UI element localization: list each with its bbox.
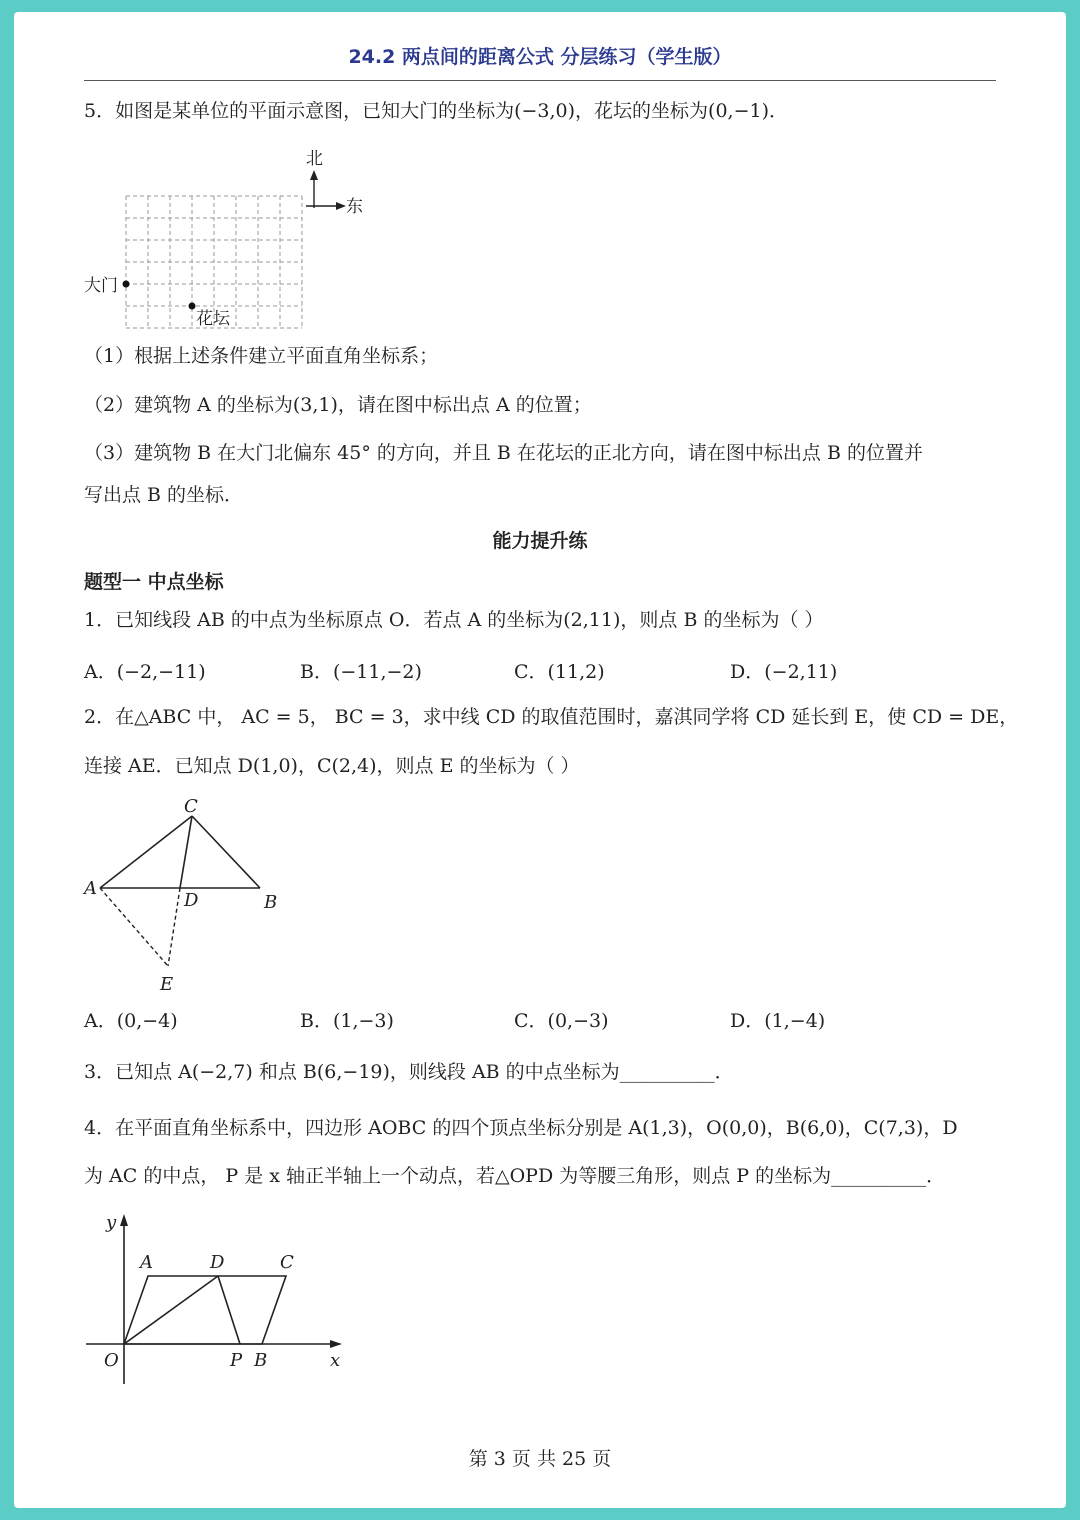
q4-label-p: P	[230, 1350, 243, 1371]
compass-north-label: 北	[306, 149, 323, 169]
q2-stem-line2: 连接 AE．已知点 D(1,0)，C(2,4)，则点 E 的坐标为（ ）	[84, 755, 580, 777]
q4-label-d: D	[210, 1252, 225, 1273]
q2-triangle-figure	[80, 794, 290, 1004]
compass-icon	[306, 170, 346, 210]
q2-label-a: A	[84, 878, 97, 899]
q1-option-b: B．(−11,−2)	[300, 661, 422, 683]
q5-part3-line1: （3）建筑物 B 在大门北偏东 45° 的方向，并且 B 在花坛的正北方向，请在图中标出点 B 的位置并	[84, 442, 923, 464]
q4-label-x-axis: x	[330, 1350, 341, 1371]
q4-stem-line2: 为 AC 的中点， P 是 x 轴正半轴上一个动点，若△OPD 为等腰三角形，则点 P 的坐标为__________．	[84, 1165, 946, 1187]
q1-stem: 1．已知线段 AB 的中点为坐标原点 O．若点 A 的坐标为(2,11)，则点 B 的坐标为（ ）	[84, 609, 824, 631]
compass-east-label: 东	[346, 197, 363, 217]
q1-option-a: A．(−2,−11)	[84, 661, 206, 683]
q4-label-c: C	[280, 1252, 294, 1273]
page-header-title: 24.2 两点间的距离公式 分层练习（学生版）	[348, 46, 732, 68]
q2-option-a: A．(0,−4)	[84, 1010, 178, 1032]
q5-grid-figure	[80, 144, 380, 334]
header-divider	[84, 80, 996, 81]
section-title: 能力提升练	[492, 530, 588, 552]
q3-stem: 3．已知点 A(−2,7) 和点 B(6,−19)，则线段 AB 的中点坐标为__________．	[84, 1061, 734, 1083]
gate-point	[123, 281, 130, 288]
q2-option-d: D．(1,−4)	[730, 1010, 826, 1032]
q5-part2: （2）建筑物 A 的坐标为(3,1)，请在图中标出点 A 的位置；	[84, 394, 592, 416]
q2-label-c: C	[184, 796, 198, 817]
q2-option-b: B．(1,−3)	[300, 1010, 394, 1032]
q5-part3-line2: 写出点 B 的坐标．	[84, 484, 244, 506]
q2-stem-line1: 2．在△ABC 中， AC = 5， BC = 3，求中线 CD 的取值范围时，嘉淇同学将 CD 延长到 E，使 CD = DE，	[84, 706, 1019, 728]
q4-label-b: B	[254, 1350, 268, 1371]
q4-label-a: A	[140, 1252, 153, 1273]
gate-label: 大门	[84, 276, 118, 296]
question-type-heading: 题型一 中点坐标	[84, 571, 224, 593]
flowerbed-label: 花坛	[196, 309, 230, 329]
document-page	[14, 12, 1066, 1508]
q1-option-c: C．(11,2)	[514, 661, 605, 683]
q2-label-b: B	[264, 892, 278, 913]
q2-label-d: D	[184, 890, 199, 911]
flowerbed-point	[189, 303, 196, 310]
q4-coordinate-figure	[80, 1208, 360, 1398]
q4-label-o: O	[104, 1350, 119, 1371]
q5-part1: （1）根据上述条件建立平面直角坐标系；	[84, 345, 439, 367]
q1-option-d: D．(−2,11)	[730, 661, 838, 683]
q4-stem-line1: 4．在平面直角坐标系中，四边形 AOBC 的四个顶点坐标分别是 A(1,3)，O(0,0)，B(6,0)，C(7,3)，D	[84, 1117, 958, 1139]
q2-label-e: E	[160, 974, 174, 995]
q4-label-y-axis: y	[106, 1212, 117, 1233]
q5-stem: 5．如图是某单位的平面示意图，已知大门的坐标为(−3,0)，花坛的坐标为(0,−1)．	[84, 100, 789, 122]
q2-option-c: C．(0,−3)	[514, 1010, 609, 1032]
page-footer: 第 3 页 共 25 页	[468, 1448, 612, 1470]
